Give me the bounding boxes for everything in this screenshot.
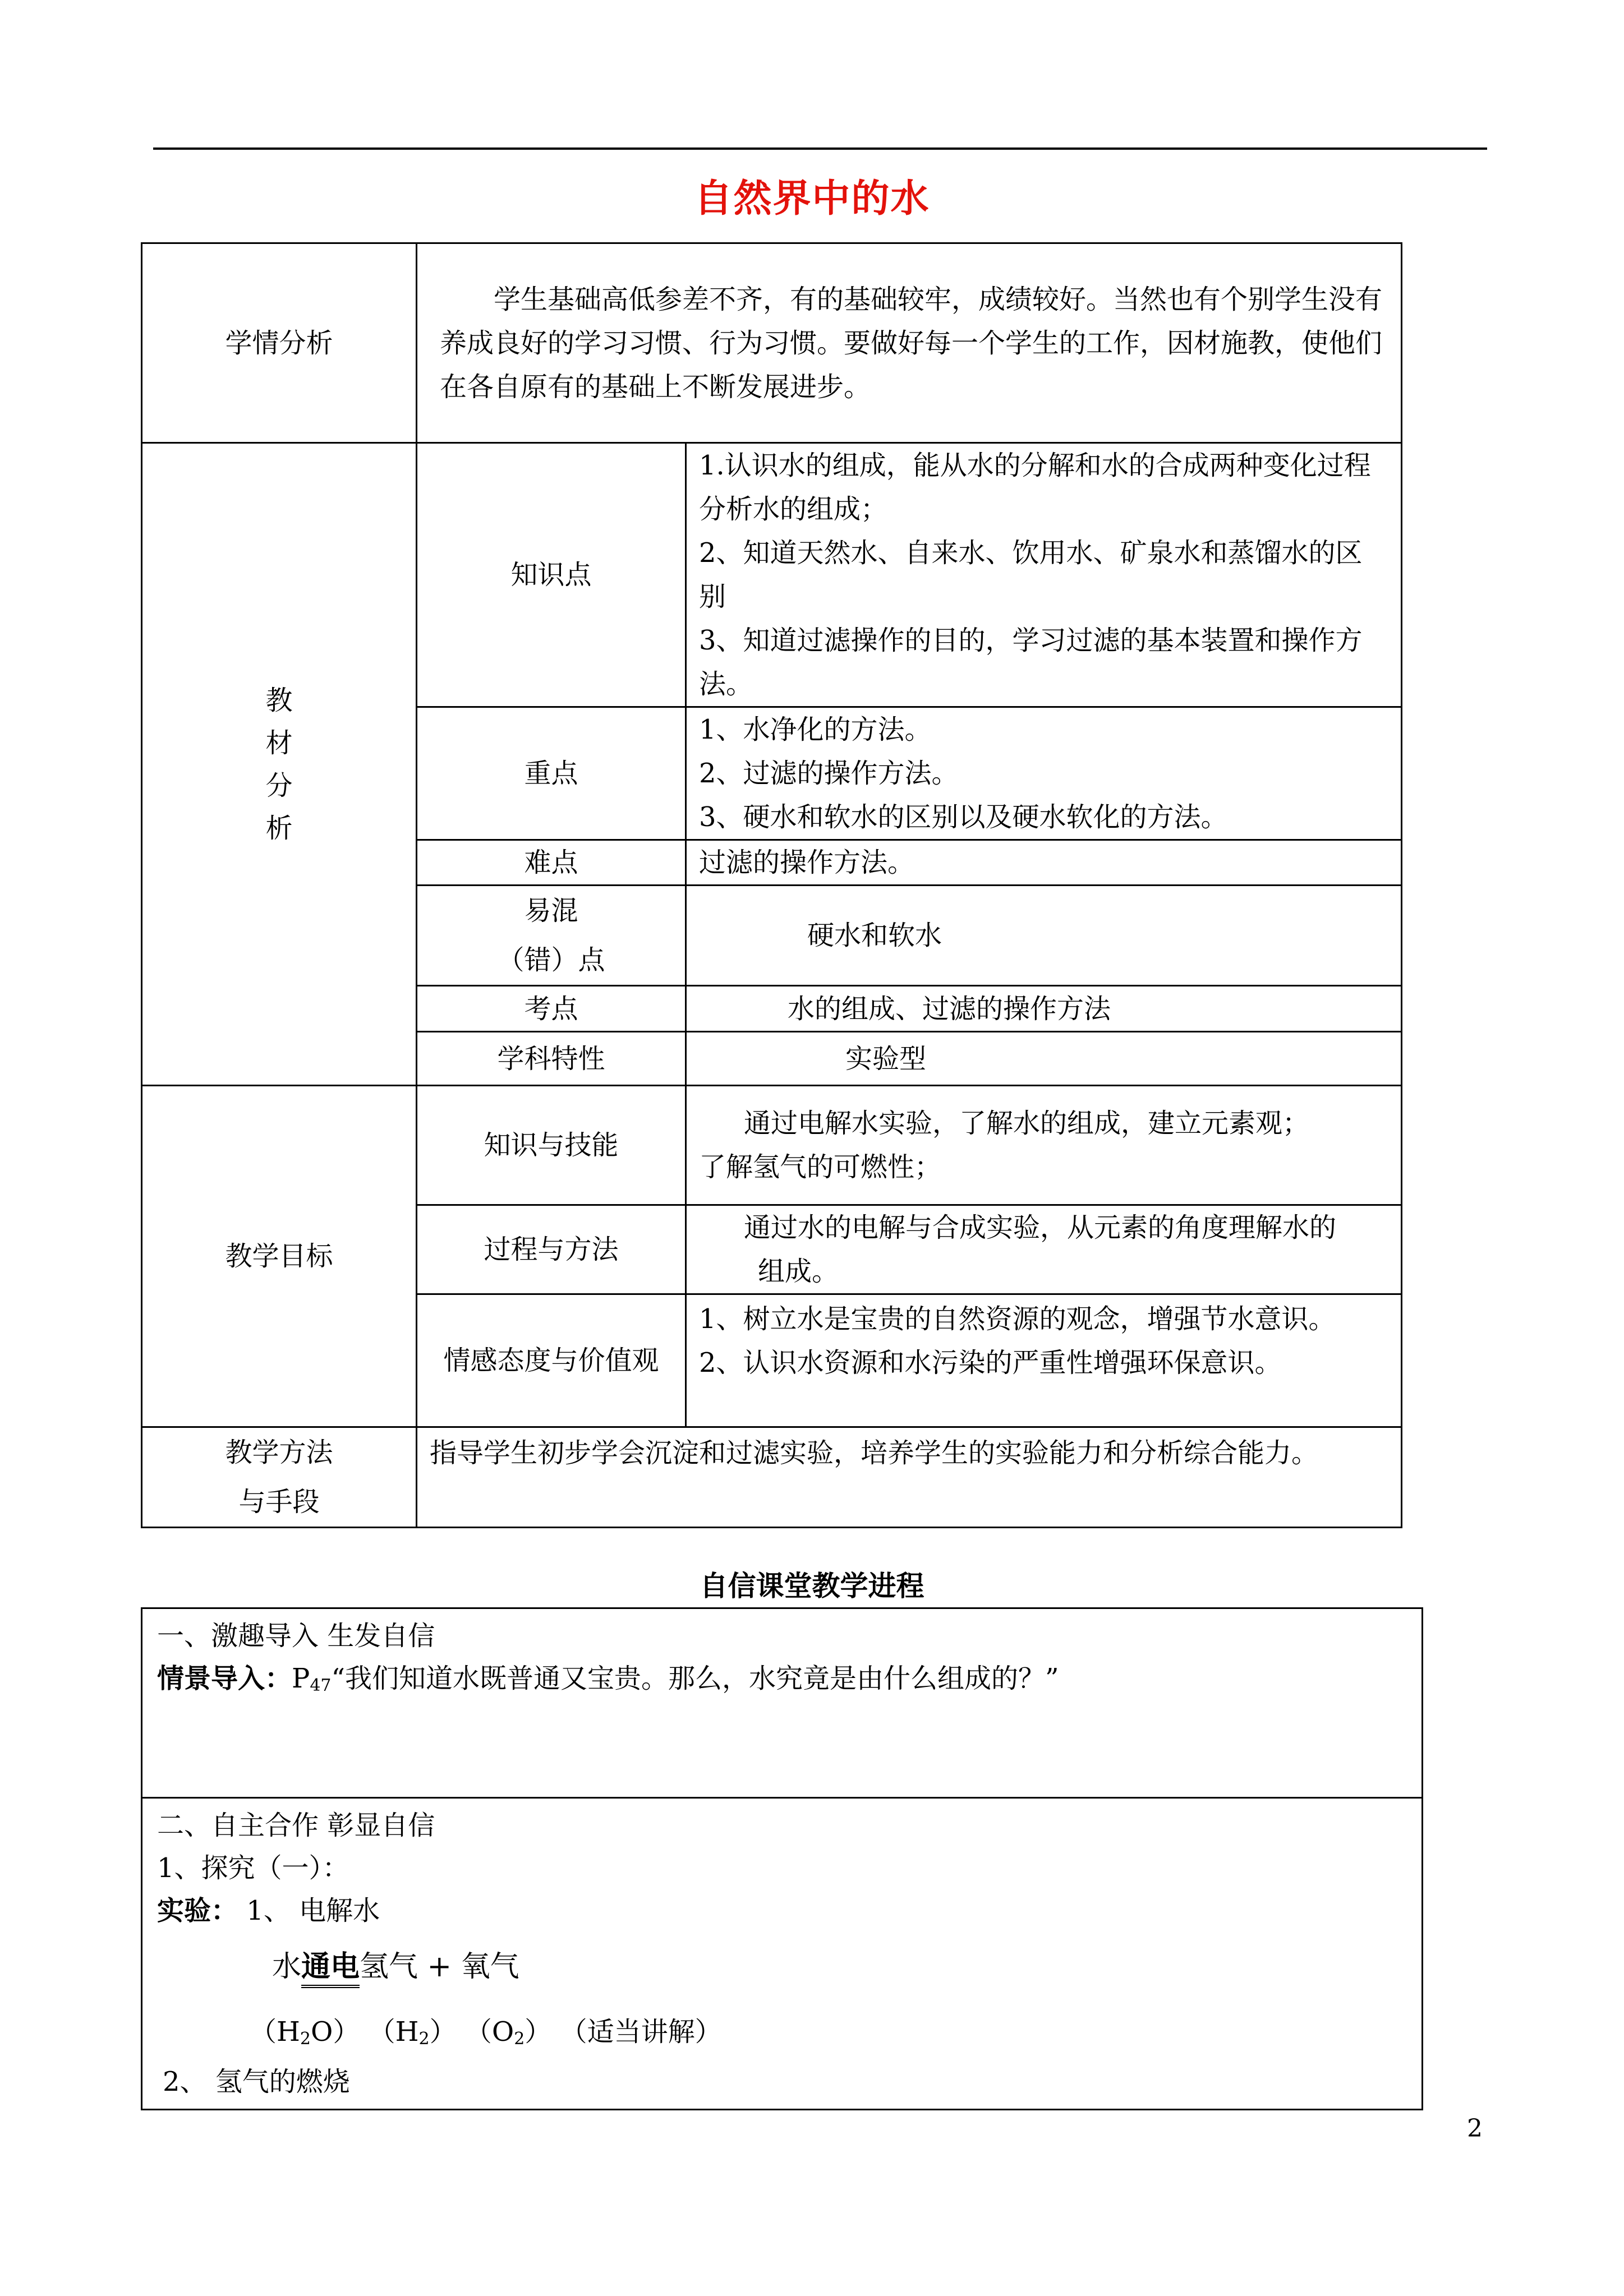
header-rule [153,147,1487,150]
page-number: 2 [1467,2114,1483,2143]
formula-text: （H [368,2016,419,2048]
goal-emotion-item: 2、认识水资源和水污染的严重性增强环保意识。 [699,1347,1282,1378]
intro-line [157,1657,1407,1707]
section-title: 一、激趣导入 生发自信 [157,1620,435,1652]
goal-emotion-item: 1、树立水是宝贵的自然资源的观念，增强节水意识。 [699,1303,1336,1335]
section-title: 二、自主合作 彰显自信 [157,1810,435,1841]
formula-h2 [369,2016,457,2048]
knowledge-row [142,443,1402,707]
subject-label: 学科特性 [417,1032,686,1086]
confusing-text: 硬水和软水 [686,886,1402,986]
experiment-item: 1、 电解水 [246,1895,380,1926]
intro-label: 情景导入： [157,1663,292,1694]
goal-process-line: 组成。 [758,1256,839,1287]
knowledge-item: 2、知道天然水、自来水、饮用水、矿泉水和蒸馏水的区别 [699,537,1363,612]
key-point-item: 2、过滤的操作方法。 [699,758,959,789]
formula-line [157,2011,1407,2060]
analysis-table [141,242,1402,1528]
student-analysis-label: 学情分析 [142,243,417,443]
experiment-label: 实验： [157,1895,238,1926]
goal-emotion-label: 情感态度与价值观 [417,1294,686,1427]
key-point-item: 3、硬水和软水的区别以及硬水软化的方法。 [699,801,1228,833]
confusing-label [417,886,686,986]
explore-line: 1、探究（一）： [157,1852,349,1884]
subject-text: 实验型 [686,1032,1402,1086]
knowledge-content [686,443,1402,707]
formula-h2o [250,2016,360,2048]
section-intro-cell [142,1608,1423,1798]
formula-text: O） [310,2016,360,2048]
equation-condition: 通电 [301,1949,360,1988]
confusing-label-line: 易混 [524,895,578,926]
goal-knowledge-row [142,1086,1402,1205]
goal-process-line: 通过水的电解与合成实验，从元素的角度理解水的 [744,1212,1337,1243]
intro-page-sub: 47 [310,1676,332,1695]
formula-text: ） [525,2016,552,2048]
section-coop-cell [142,1798,1423,2110]
key-points-label: 重点 [417,707,686,840]
material-char: 教 [265,684,293,716]
method-label [142,1427,417,1528]
knowledge-item: 1.认识水的组成，能从水的分解和水的合成两种变化过程分析水的组成； [699,450,1371,525]
difficulty-text: 过滤的操作方法。 [686,840,1402,886]
goal-process-content [686,1205,1402,1294]
section-coop-row [142,1798,1423,2110]
section-intro-row [142,1608,1423,1798]
student-analysis-text: 学生基础高低参差不齐，有的基础较牢，成绩较好。当然也有个别学生没有养成良好的学习习惯、行为习惯。要做好每一个学生的工作，因材施教，使他们在各自原有的基础上不断发展进步。 [417,243,1402,443]
experiment-line [157,1889,1407,1932]
formula-sub: 2 [514,2029,525,2049]
goal-process-label: 过程与方法 [417,1205,686,1294]
knowledge-label: 知识点 [417,443,686,707]
method-row [142,1427,1402,1528]
formula-sub: 2 [300,2029,311,2049]
equation-reactant: 水 [272,1950,302,1984]
goal-knowledge-line: 了解氢气的可燃性； [699,1151,942,1183]
material-char: 材 [265,727,293,759]
process-table [141,1607,1423,2110]
formula-sub: 2 [418,2029,430,2049]
material-char: 析 [265,812,293,844]
formula-text: （H [250,2016,300,2048]
process-heading: 自信课堂教学进程 [700,1569,924,1602]
knowledge-item: 3、知道过滤操作的目的，学习过滤的基本装置和操作方法。 [699,625,1363,700]
material-char: 分 [265,769,293,801]
formula-note: （适当讲解） [560,2016,722,2048]
intro-text: “我们知道水既普通又宝贵。那么，水究竟是由什么组成的？” [331,1663,1059,1694]
difficulty-label: 难点 [417,840,686,886]
material-analysis-label [142,443,417,1086]
formula-text: （O [464,2016,514,2048]
formula-text: ） [429,2016,457,2048]
exam-points-text: 水的组成、过滤的操作方法 [686,986,1402,1032]
equation-line [157,1945,1407,1988]
formula-o2 [465,2016,551,2048]
goal-knowledge-label: 知识与技能 [417,1086,686,1205]
key-point-item: 1、水净化的方法。 [699,714,932,745]
student-analysis-row [142,243,1402,443]
exam-points-label: 考点 [417,986,686,1032]
confusing-label-line: （错）点 [497,944,605,976]
key-points-content [686,707,1402,840]
goal-emotion-content [686,1294,1402,1427]
experiment-item: 2、 氢气的燃烧 [163,2066,350,2097]
method-label-line: 教学方法 [225,1437,333,1468]
equation-products: 氢气 + 氧气 [360,1950,519,1984]
method-text: 指导学生初步学会沉淀和过滤实验，培养学生的实验能力和分析综合能力。 [417,1427,1402,1528]
goal-knowledge-content [686,1086,1402,1205]
goal-knowledge-line: 通过电解水实验，了解水的组成，建立元素观； [744,1108,1310,1139]
page-title: 自然界中的水 [694,176,930,221]
method-label-line: 与手段 [238,1486,320,1518]
goals-label: 教学目标 [142,1086,417,1427]
intro-page: P [292,1663,310,1694]
